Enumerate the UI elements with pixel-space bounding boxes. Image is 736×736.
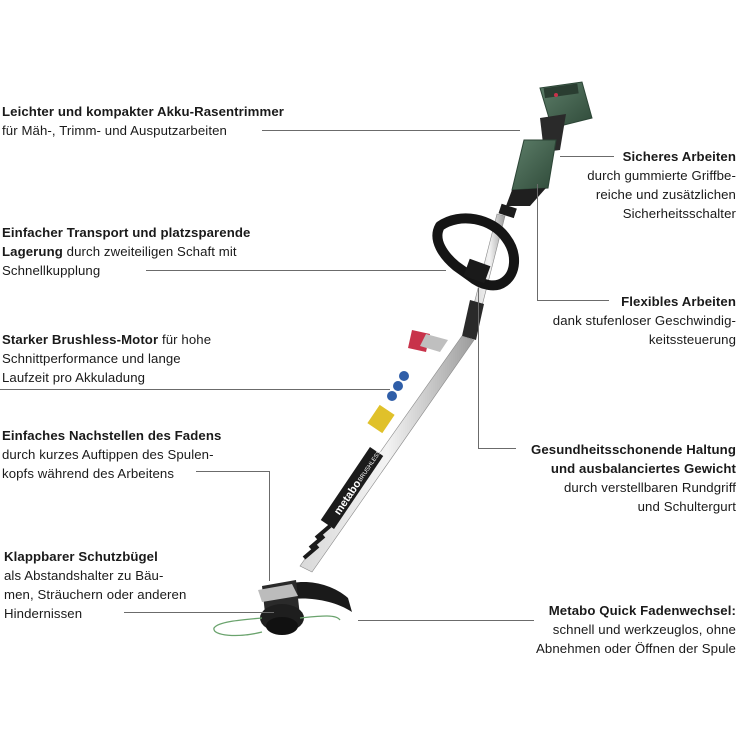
callout-safe-working — [587, 147, 736, 223]
callout-flexible-working — [553, 292, 736, 349]
leader-line-9 — [358, 620, 534, 621]
leader-line-1 — [262, 130, 520, 131]
callout-text-2: keitssteuerung — [648, 332, 736, 347]
callout-text: für hohe — [158, 332, 212, 347]
callout-text-2: und Schultergurt — [637, 499, 736, 514]
callout-title: Einfacher Transport und platzsparende — [2, 225, 251, 240]
leader-line-3 — [0, 389, 390, 390]
leader-line-4b — [269, 471, 270, 581]
callout-title-2: Lagerung — [2, 244, 63, 259]
loop-handle — [437, 218, 514, 285]
callout-text: als Abstandshalter zu Bäu- — [4, 568, 164, 583]
callout-text: durch zweiteiligen Schaft mit — [62, 244, 237, 259]
callout-title: Gesundheitsschonende Haltung — [530, 442, 736, 457]
callout-line-adjust — [2, 426, 221, 483]
callout-folding-guard — [4, 547, 186, 623]
callout-text-3: Laufzeit pro Akkuladung — [2, 370, 146, 385]
brand-label: metabo — [331, 478, 364, 518]
callout-text: dank stufenloser Geschwindig- — [552, 313, 736, 328]
callout-text-2: Schnellkupplung — [2, 263, 101, 278]
callout-text-2: men, Sträuchern oder anderen — [4, 587, 187, 602]
callout-title-2: und ausbalanciertes Gewicht — [550, 461, 736, 476]
callout-text: durch kurzes Auftippen des Spulen- — [2, 447, 214, 462]
callout-title: Flexibles Arbeiten — [621, 294, 736, 309]
callout-text-2: Schnittperformance und lange — [2, 351, 181, 366]
callout-title: Metabo Quick Fadenwechsel: — [548, 603, 736, 618]
callout-title: Klappbarer Schutzbügel — [4, 549, 158, 564]
callout-text-2: reiche und zusätzlichen — [595, 187, 736, 202]
callout-text-3: Sicherheitsschalter — [622, 206, 736, 221]
lower-shaft — [300, 336, 474, 572]
callout-text-2: Abnehmen oder Öffnen der Spule — [536, 641, 736, 656]
callout-quick-line-change — [536, 601, 736, 658]
callout-text: für Mäh-, Trimm- und Ausputzarbeiten — [2, 123, 227, 138]
callout-brushless-motor — [2, 330, 211, 387]
callout-text-2: kopfs während des Arbeitens — [2, 466, 175, 481]
callout-text-3: Hindernissen — [4, 606, 83, 621]
callout-text: durch gummierte Griffbe- — [587, 168, 736, 183]
leader-line-8b — [478, 448, 516, 449]
motor-label: BRUSHLESS — [357, 449, 383, 484]
callout-lightweight-trimmer — [2, 102, 284, 140]
callout-title: Leichter und kompakter Akku-Rasentrimmer — [2, 104, 284, 119]
leader-line-7a — [537, 184, 538, 301]
callout-title: Sicheres Arbeiten — [622, 149, 736, 164]
callout-title: Starker Brushless-Motor — [2, 332, 159, 347]
callout-text: durch verstellbaren Rundgriff — [564, 480, 736, 495]
callout-text: schnell und werkzeuglos, ohne — [552, 622, 736, 637]
callout-title: Einfaches Nachstellen des Fadens — [2, 428, 222, 443]
callout-transport-storage — [2, 223, 250, 280]
leader-line-8a — [478, 288, 479, 449]
shaft-coupling — [408, 300, 484, 352]
callout-healthy-posture — [531, 440, 736, 516]
